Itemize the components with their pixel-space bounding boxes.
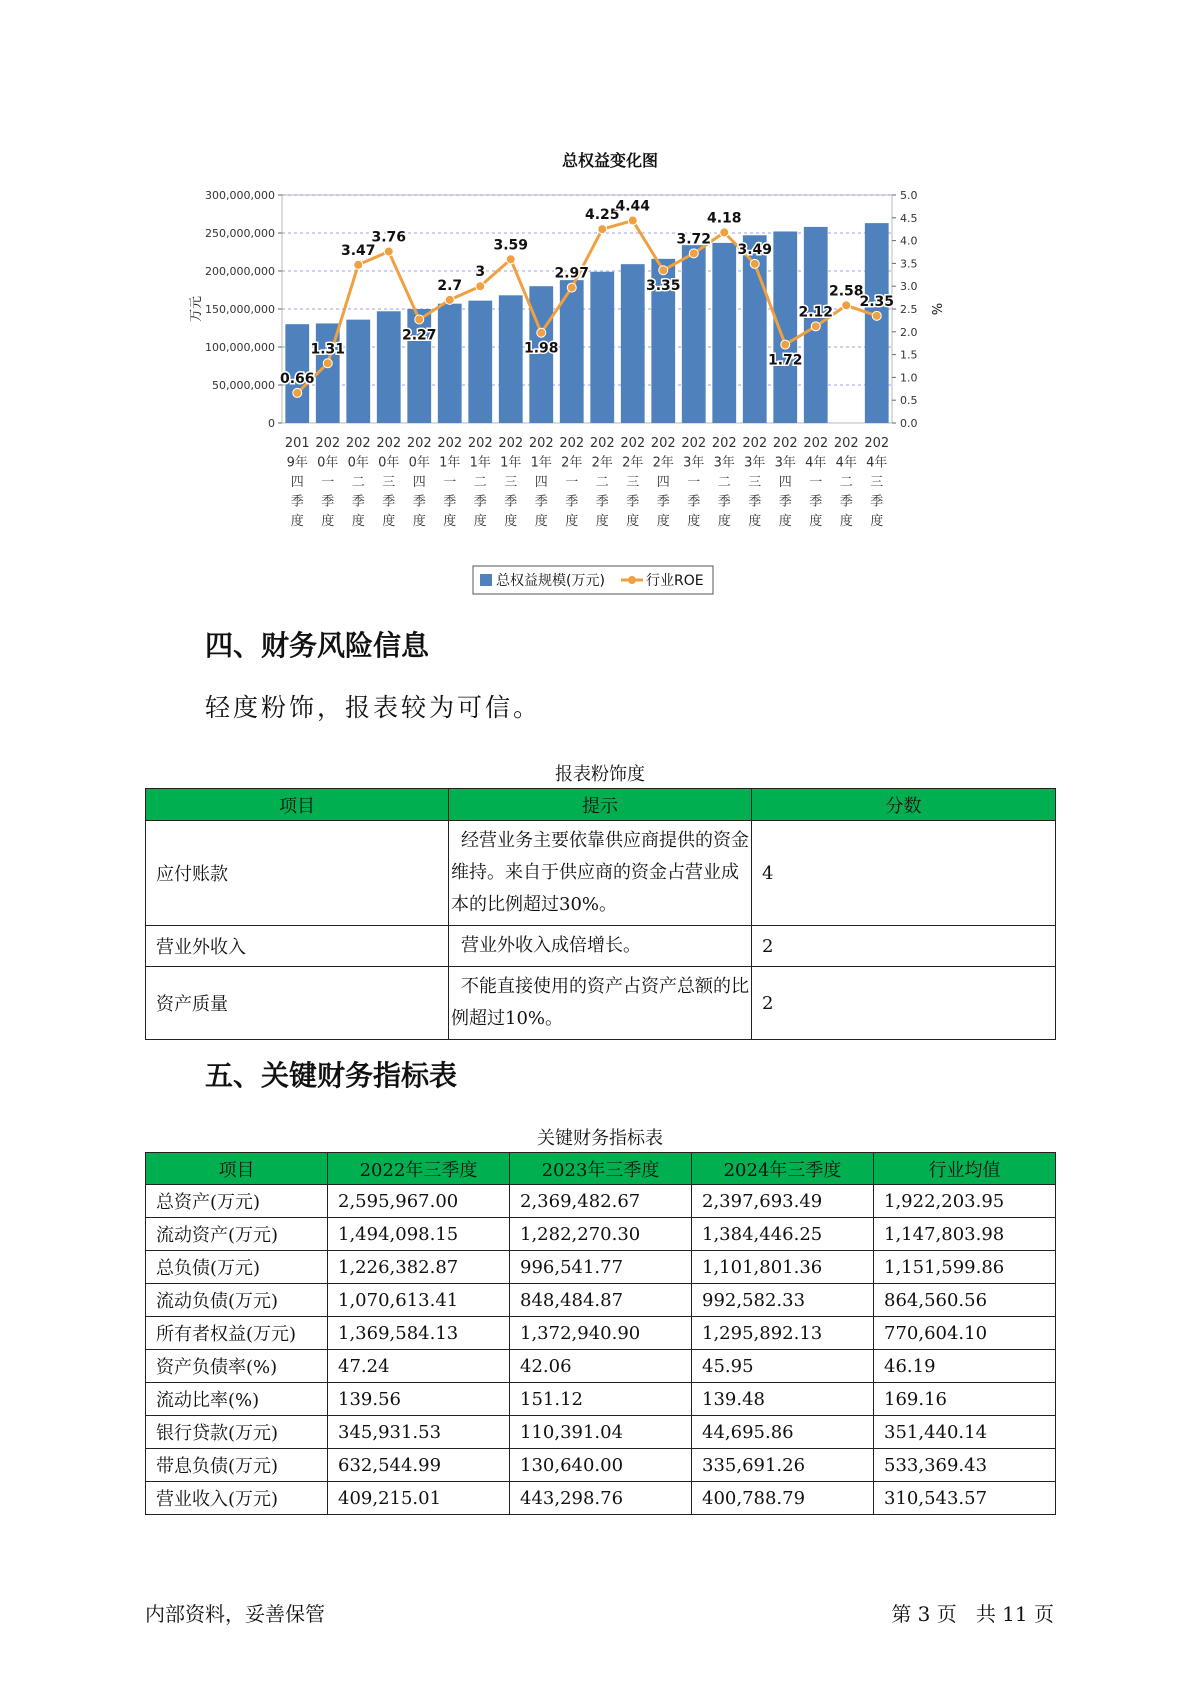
section4-title: 四、财务风险信息	[205, 629, 430, 662]
roe-point	[323, 359, 332, 368]
roe-data-label: 2.35	[859, 293, 895, 310]
legend-line-label: 行业ROE	[646, 573, 704, 589]
risk-table	[145, 788, 1056, 1040]
risk-header-hint: 提示	[449, 789, 752, 821]
kpi-industry-avg: 533,369.43	[874, 1449, 1056, 1482]
x-tick-label: 201 9年四季度	[284, 436, 310, 529]
risk-item: 应付账款	[146, 821, 449, 926]
kpi-item: 营业收入(万元)	[146, 1482, 328, 1515]
risk-score: 2	[752, 967, 1056, 1040]
roe-point	[293, 388, 302, 397]
roe-point	[720, 228, 729, 237]
kpi-2023q3: 2,369,482.67	[510, 1185, 692, 1218]
bar	[590, 272, 614, 423]
kpi-item: 资产负债率(%)	[146, 1350, 328, 1383]
x-tick-label: 202 3年四季度	[772, 436, 798, 529]
roe-point	[598, 225, 607, 234]
risk-score: 4	[752, 821, 1056, 926]
table-row	[146, 1251, 1056, 1284]
table-row	[146, 1416, 1056, 1449]
roe-point	[811, 322, 820, 331]
kpi-item: 所有者权益(万元)	[146, 1317, 328, 1350]
kpi-2024q3: 139.48	[692, 1383, 874, 1416]
bar	[621, 264, 645, 423]
right-tick-label: 1.5	[900, 348, 918, 362]
kpi-header-2022q3: 2022年三季度	[328, 1153, 510, 1185]
x-tick-label: 202 1年三季度	[498, 436, 524, 529]
kpi-2022q3: 2,595,967.00	[328, 1185, 510, 1218]
x-tick-label: 202 2年三季度	[620, 436, 646, 529]
kpi-item: 银行贷款(万元)	[146, 1416, 328, 1449]
risk-hint: 不能直接使用的资产占资产总额的比例超过10%。	[449, 967, 752, 1040]
risk-item: 营业外收入	[146, 926, 449, 967]
x-tick-label: 202 4年一季度	[803, 436, 829, 529]
roe-data-label: 4.44	[615, 198, 651, 215]
kpi-2023q3: 443,298.76	[510, 1482, 692, 1515]
roe-point	[689, 249, 698, 258]
kpi-2023q3: 1,282,270.30	[510, 1218, 692, 1251]
x-tick-label: 202 1年一季度	[437, 436, 463, 529]
right-tick-label: 1.0	[900, 371, 918, 385]
y-axis-left-label: 万元	[189, 295, 204, 323]
right-tick-label: 0.5	[900, 394, 918, 408]
x-tick-label: 202 1年二季度	[467, 436, 493, 529]
roe-data-label: 3.49	[737, 241, 773, 258]
right-tick-label: 0.0	[900, 417, 918, 430]
risk-item: 资产质量	[146, 967, 449, 1040]
right-tick-label: 4.5	[900, 211, 918, 225]
roe-data-label: 4.25	[584, 207, 620, 224]
kpi-2024q3: 992,582.33	[692, 1284, 874, 1317]
roe-point	[506, 255, 515, 264]
kpi-2022q3: 139.56	[328, 1383, 510, 1416]
kpi-table	[145, 1152, 1056, 1515]
bar	[468, 301, 492, 423]
left-tick-label: 200,000,000	[205, 265, 275, 278]
roe-point	[659, 266, 668, 275]
table-row	[146, 1449, 1056, 1482]
roe-point	[872, 311, 881, 320]
equity-chart	[180, 140, 1040, 600]
right-tick-label: 3.5	[900, 257, 918, 271]
x-tick-label: 202 4年二季度	[833, 436, 859, 529]
roe-data-label: 2.7	[437, 277, 463, 294]
left-tick-label: 300,000,000	[205, 189, 275, 202]
table-row	[146, 967, 1056, 1040]
roe-data-label: 2.27	[401, 327, 437, 344]
kpi-2024q3: 2,397,693.49	[692, 1185, 874, 1218]
risk-header-item: 项目	[146, 789, 449, 821]
kpi-industry-avg: 1,151,599.86	[874, 1251, 1056, 1284]
kpi-header-industry-avg: 行业均值	[874, 1153, 1056, 1185]
kpi-table-caption: 关键财务指标表	[537, 1128, 663, 1149]
x-tick-label: 202 1年四季度	[528, 436, 554, 529]
table-row	[146, 1218, 1056, 1251]
roe-point	[476, 282, 485, 291]
kpi-item: 流动负债(万元)	[146, 1284, 328, 1317]
section5-title: 五、关键财务指标表	[205, 1059, 458, 1092]
right-tick-label: 2.0	[900, 325, 918, 339]
bar	[377, 311, 401, 423]
kpi-2024q3: 335,691.26	[692, 1449, 874, 1482]
table-row	[146, 1383, 1056, 1416]
roe-data-label: 3.72	[676, 231, 712, 248]
kpi-2022q3: 632,544.99	[328, 1449, 510, 1482]
table-row	[146, 926, 1056, 967]
kpi-table-header	[146, 1153, 1056, 1185]
kpi-industry-avg: 1,147,803.98	[874, 1218, 1056, 1251]
x-tick-label: 202 2年四季度	[650, 436, 676, 529]
bar	[712, 243, 736, 423]
kpi-industry-avg: 1,922,203.95	[874, 1185, 1056, 1218]
y-axis-right-label: %	[928, 302, 943, 316]
risk-table-caption: 报表粉饰度	[555, 764, 645, 785]
kpi-2024q3: 45.95	[692, 1350, 874, 1383]
left-tick-label: 150,000,000	[205, 303, 275, 316]
kpi-2023q3: 42.06	[510, 1350, 692, 1383]
kpi-industry-avg: 351,440.14	[874, 1416, 1056, 1449]
roe-point	[445, 295, 454, 304]
table-row	[146, 1317, 1056, 1350]
roe-point	[415, 315, 424, 324]
roe-point	[842, 301, 851, 310]
roe-point	[628, 216, 637, 225]
right-tick-label: 4.0	[900, 234, 918, 248]
legend-bar-swatch	[480, 574, 492, 586]
risk-header-score: 分数	[752, 789, 1056, 821]
roe-data-label: 3.59	[493, 237, 529, 254]
left-tick-label: 0	[268, 417, 275, 430]
x-tick-label: 202 0年一季度	[315, 436, 341, 529]
x-tick-label: 202 3年三季度	[742, 436, 768, 529]
bar	[682, 245, 706, 423]
kpi-2023q3: 130,640.00	[510, 1449, 692, 1482]
kpi-item: 总资产(万元)	[146, 1185, 328, 1218]
x-tick-label: 202 3年二季度	[711, 436, 737, 529]
roe-data-label: 2.58	[828, 283, 864, 300]
bar	[346, 320, 370, 423]
bar	[499, 295, 523, 423]
kpi-2022q3: 1,369,584.13	[328, 1317, 510, 1350]
kpi-2022q3: 1,070,613.41	[328, 1284, 510, 1317]
roe-point	[537, 328, 546, 337]
table-row	[146, 1185, 1056, 1218]
roe-point	[781, 340, 790, 349]
kpi-industry-avg: 770,604.10	[874, 1317, 1056, 1350]
kpi-industry-avg: 864,560.56	[874, 1284, 1056, 1317]
right-tick-label: 2.5	[900, 303, 918, 316]
roe-data-label: 3.76	[371, 229, 407, 246]
risk-table-header	[146, 789, 1056, 821]
legend-line-marker	[628, 576, 636, 584]
left-tick-label: 50,000,000	[212, 379, 275, 392]
bar	[865, 223, 889, 423]
kpi-2022q3: 47.24	[328, 1350, 510, 1383]
kpi-header-2024q3: 2024年三季度	[692, 1153, 874, 1185]
kpi-item: 总负债(万元)	[146, 1251, 328, 1284]
left-tick-label: 100,000,000	[205, 341, 275, 354]
roe-data-label: 0.66	[279, 370, 315, 387]
kpi-item: 带息负债(万元)	[146, 1449, 328, 1482]
kpi-2024q3: 44,695.86	[692, 1416, 874, 1449]
risk-hint: 经营业务主要依靠供应商提供的资金维持。来自于供应商的资金占营业成本的比例超过30%。	[449, 821, 752, 926]
legend-bar-label: 总权益规模(万元)	[496, 573, 605, 589]
roe-point	[567, 283, 576, 292]
kpi-2022q3: 1,494,098.15	[328, 1218, 510, 1251]
roe-point	[384, 247, 393, 256]
table-row	[146, 1482, 1056, 1515]
roe-data-label: 3	[475, 264, 486, 281]
roe-data-label: 1.72	[767, 352, 803, 369]
kpi-2024q3: 400,788.79	[692, 1482, 874, 1515]
kpi-industry-avg: 46.19	[874, 1350, 1056, 1383]
kpi-header-2023q3: 2023年三季度	[510, 1153, 692, 1185]
roe-data-label: 3.35	[645, 278, 681, 295]
bar	[773, 231, 797, 423]
x-tick-label: 202 2年一季度	[559, 436, 585, 529]
footer-confidential: 内部资料，妥善保管	[145, 1602, 325, 1626]
kpi-2023q3: 848,484.87	[510, 1284, 692, 1317]
left-tick-label: 250,000,000	[205, 227, 275, 240]
roe-data-label: 2.12	[798, 304, 834, 321]
roe-data-label: 2.97	[554, 265, 590, 282]
kpi-2023q3: 996,541.77	[510, 1251, 692, 1284]
roe-data-label: 1.31	[310, 341, 346, 358]
risk-summary: 轻度粉饰，报表较为可信。	[205, 693, 542, 722]
kpi-item: 流动比率(%)	[146, 1383, 328, 1416]
kpi-2024q3: 1,384,446.25	[692, 1218, 874, 1251]
x-tick-label: 202 2年二季度	[589, 436, 615, 529]
kpi-2024q3: 1,101,801.36	[692, 1251, 874, 1284]
x-tick-label: 202 0年三季度	[376, 436, 402, 529]
kpi-2023q3: 151.12	[510, 1383, 692, 1416]
chart-title: 总权益变化图	[561, 151, 659, 170]
risk-hint: 营业外收入成倍增长。	[449, 926, 752, 967]
table-row	[146, 1350, 1056, 1383]
bar	[438, 304, 462, 423]
roe-data-label: 4.18	[706, 210, 742, 227]
kpi-industry-avg: 310,543.57	[874, 1482, 1056, 1515]
kpi-industry-avg: 169.16	[874, 1383, 1056, 1416]
table-row	[146, 1284, 1056, 1317]
roe-point	[750, 259, 759, 268]
x-tick-label: 202 0年四季度	[406, 436, 432, 529]
kpi-2022q3: 1,226,382.87	[328, 1251, 510, 1284]
kpi-2022q3: 409,215.01	[328, 1482, 510, 1515]
right-tick-label: 5.0	[900, 189, 918, 202]
roe-point	[354, 260, 363, 269]
risk-score: 2	[752, 926, 1056, 967]
kpi-header-item: 项目	[146, 1153, 328, 1185]
roe-data-label: 3.47	[340, 242, 376, 259]
kpi-item: 流动资产(万元)	[146, 1218, 328, 1251]
bar	[407, 309, 431, 423]
kpi-2023q3: 110,391.04	[510, 1416, 692, 1449]
x-tick-label: 202 3年一季度	[681, 436, 707, 529]
kpi-2024q3: 1,295,892.13	[692, 1317, 874, 1350]
kpi-2022q3: 345,931.53	[328, 1416, 510, 1449]
table-row	[146, 821, 1056, 926]
kpi-2023q3: 1,372,940.90	[510, 1317, 692, 1350]
footer-page-number: 第 3 页 共 11 页	[891, 1602, 1054, 1626]
x-tick-label: 202 4年三季度	[864, 436, 890, 529]
x-tick-label: 202 0年二季度	[345, 436, 371, 529]
roe-data-label: 1.98	[523, 340, 559, 357]
right-tick-label: 3.0	[900, 280, 918, 294]
